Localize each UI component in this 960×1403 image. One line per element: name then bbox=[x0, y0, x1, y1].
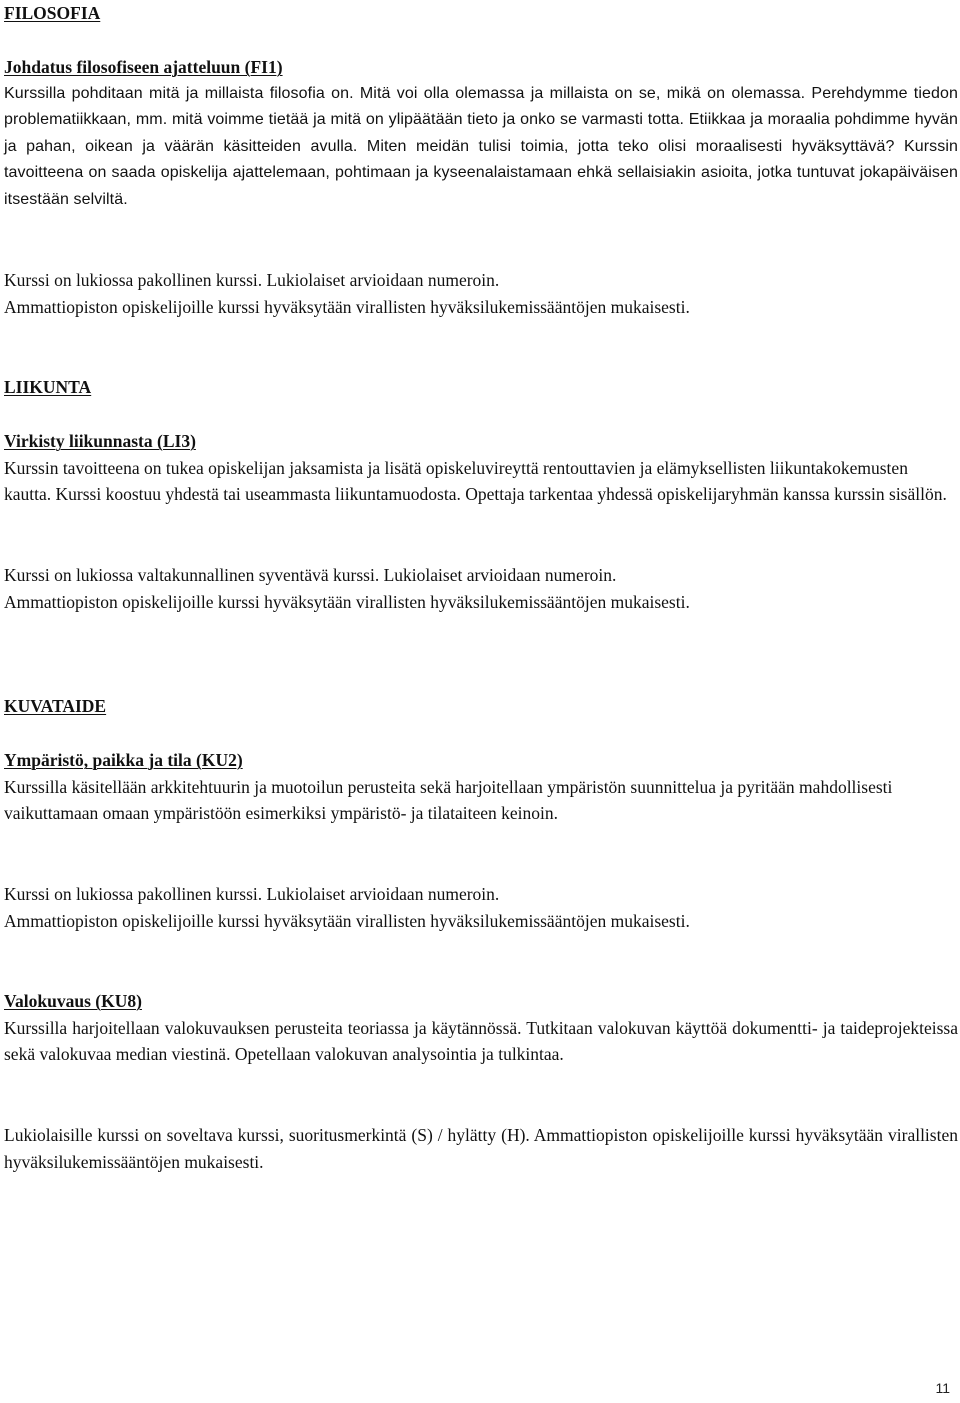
course-li3-info bbox=[4, 562, 958, 615]
section-filosofia bbox=[4, 0, 958, 27]
section-heading: KUVATAIDE bbox=[4, 696, 107, 716]
course-description: Kurssilla pohditaan mitä ja millaista filosofia on. Mitä voi olla olemassa ja millaista on se, mikä on olemassa. Perehdymme tiedon problematiikkaan, mm. mitä voimme tietää ja mitä on ylipäätään tieto ja onko se varmasti totta. Etiikkaa ja moraalia pohdimme hyvän ja pahan, oikean ja väärän käsitteiden avulla. Miten meidän tulisi toimia, jotta teko olisi moraalisesti hyväksyttävä? Kurssin tavoitteena on saada opiskelija ajattelemaan, pohtimaan ja kyseenalaistamaan ehkä sellaisiakin asioita, jotka tuntuvat jokapäiväisen itsestään selviltä. bbox=[4, 84, 958, 208]
course-title: Johdatus filosofiseen ajatteluun (FI1) bbox=[4, 57, 283, 77]
course-title: Valokuvaus (KU8) bbox=[4, 991, 142, 1011]
course-assessment: Lukiolaisille kurssi on soveltava kurssi, suoritusmerkintä (S) / hylätty (H). Ammattiopiston opiskelijoille kurssi hyväksytään virallisten hyväksilukemissääntöjen mukaisesti. bbox=[4, 1125, 958, 1172]
course-ku8 bbox=[4, 988, 958, 1068]
course-ku2-info bbox=[4, 881, 958, 934]
course-status: Kurssi on lukiossa pakollinen kurssi. Lukiolaiset arvioidaan numeroin. bbox=[4, 270, 500, 290]
section-heading: LIIKUNTA bbox=[4, 377, 92, 397]
course-description: Kurssin tavoitteena on tukea opiskelijan jaksamista ja lisätä opiskeluvireyttä rentouttavien ja elämyksellisten liikuntakokemusten kautta. Kurssi koostuu yhdestä tai useammasta liikuntamuodosta. Opettaja tarkentaa yhdessä opiskelijaryhmän kanssa kurssin sisällön. bbox=[4, 457, 947, 504]
course-description: Kurssilla käsitellään arkkitehtuurin ja muotoilun perusteita sekä harjoitellaan ympäristön suunnittelua ja pyritään mahdollisesti vaikuttamaan omaan ympäristöön esimerkiksi ympäristö- ja tilataiteen keinoin. bbox=[4, 776, 893, 823]
course-vocational-note: Ammattiopiston opiskelijoille kurssi hyväksytään virallisten hyväksilukemissääntöjen mukaisesti. bbox=[4, 910, 690, 931]
course-li3 bbox=[4, 428, 958, 508]
section-liikunta bbox=[4, 374, 958, 401]
course-status: Kurssi on lukiossa valtakunnallinen syventävä kurssi. Lukiolaiset arvioidaan numeroin. bbox=[4, 565, 617, 585]
course-vocational-note: Ammattiopiston opiskelijoille kurssi hyväksytään virallisten hyväksilukemissääntöjen mukaisesti. bbox=[4, 296, 690, 317]
course-vocational-note: Ammattiopiston opiskelijoille kurssi hyväksytään virallisten hyväksilukemissääntöjen mukaisesti. bbox=[4, 591, 690, 612]
section-kuvataide bbox=[4, 693, 958, 720]
course-status: Kurssi on lukiossa pakollinen kurssi. Lukiolaiset arvioidaan numeroin. bbox=[4, 884, 500, 904]
course-ku8-info bbox=[4, 1122, 958, 1175]
course-title: Ympäristö, paikka ja tila (KU2) bbox=[4, 750, 243, 770]
course-description: Kurssilla harjoitellaan valokuvauksen perusteita teoriassa ja käytännössä. Tutkitaan valokuvan käyttöä dokumentti- ja taideprojekteissa sekä valokuvaa median viestinä. Opetellaan valokuvan analysointia ja tulkintaa. bbox=[4, 1017, 958, 1064]
course-title: Virkisty liikunnasta (LI3) bbox=[4, 431, 196, 451]
course-fi1 bbox=[4, 54, 958, 213]
course-ku2 bbox=[4, 747, 958, 827]
section-heading: FILOSOFIA bbox=[4, 3, 101, 23]
course-fi1-info bbox=[4, 267, 958, 320]
page-number: 11 bbox=[935, 1380, 950, 1396]
